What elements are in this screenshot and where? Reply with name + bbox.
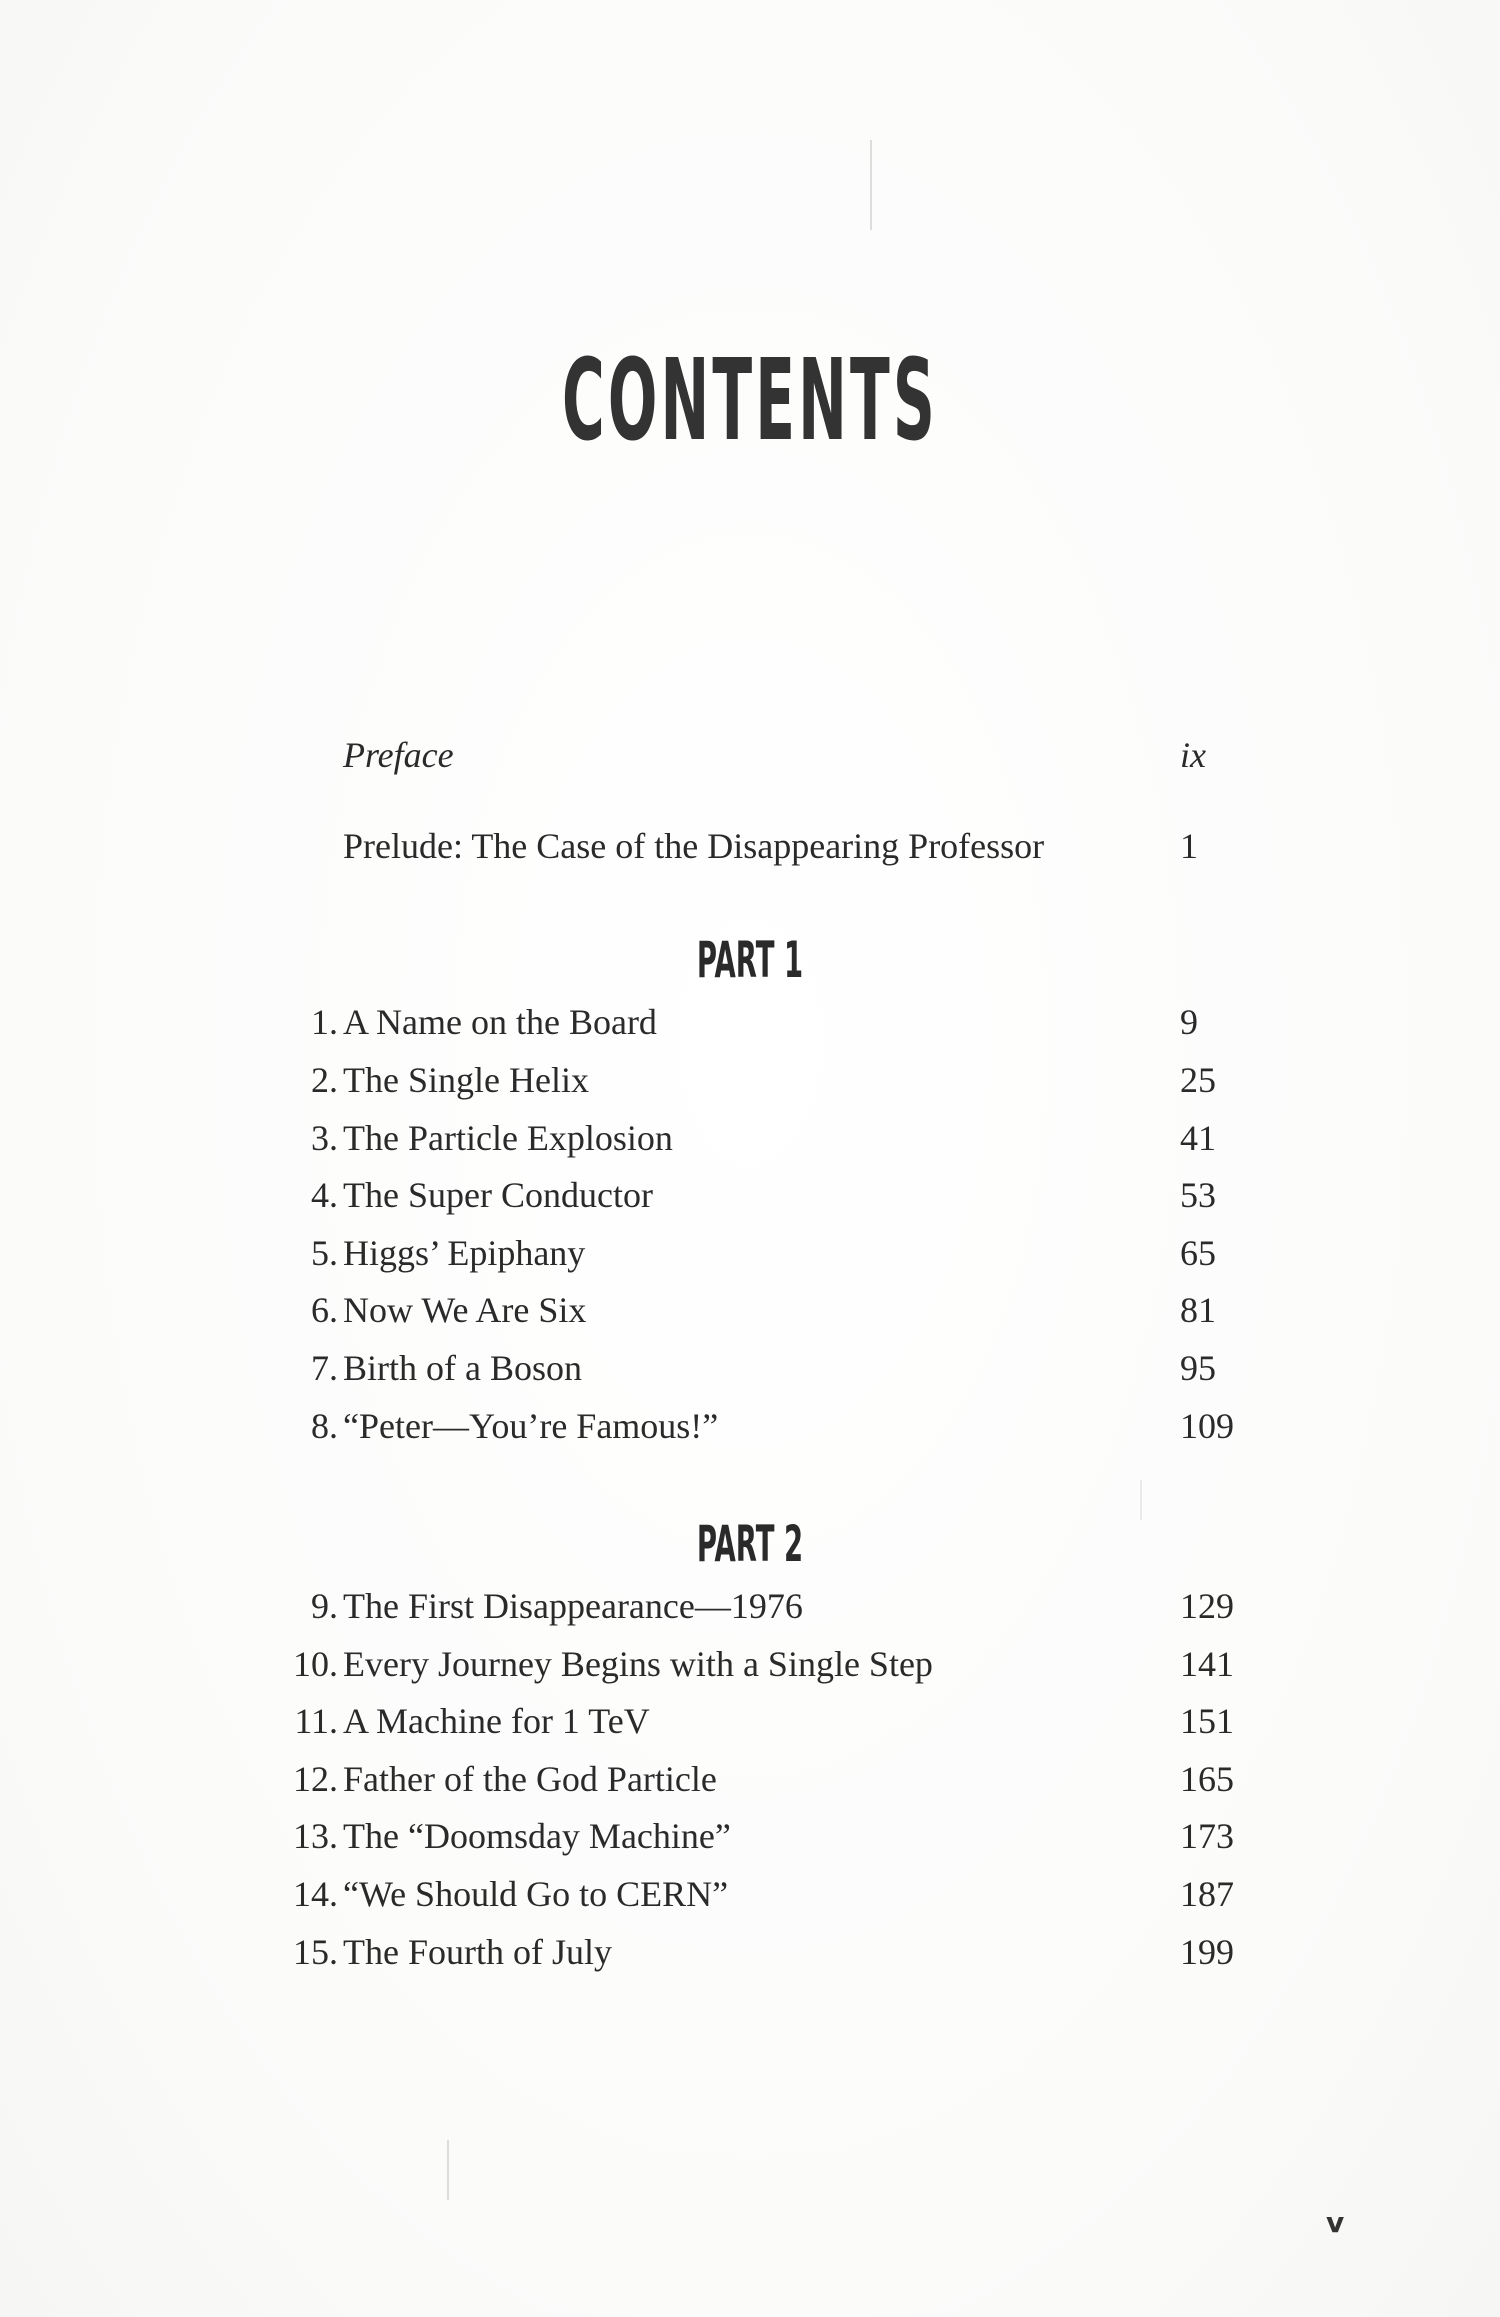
chapter-page: 81 — [1180, 1290, 1216, 1330]
toc-entry-page: ix — [1180, 735, 1206, 775]
toc-chapter[interactable] — [0, 1924, 1500, 1980]
toc-entry-preface[interactable] — [0, 727, 1500, 783]
toc-chapter[interactable] — [0, 1398, 1500, 1454]
toc-chapter[interactable] — [0, 1636, 1500, 1692]
chapter-title: “Peter—You’re Famous!” — [343, 1406, 719, 1446]
chapter-title: Higgs’ Epiphany — [343, 1233, 586, 1273]
chapter-number: 1. — [311, 1002, 338, 1042]
chapter-title: Now We Are Six — [343, 1290, 587, 1330]
toc-chapter[interactable] — [0, 1167, 1500, 1223]
chapter-page: 151 — [1180, 1701, 1234, 1741]
chapter-title: The Single Helix — [343, 1060, 589, 1100]
chapter-title: The Particle Explosion — [343, 1118, 673, 1158]
chapter-title: The First Disappearance—1976 — [343, 1586, 803, 1626]
toc-chapter[interactable] — [0, 1052, 1500, 1108]
page-title: CONTENTS — [562, 336, 938, 466]
chapter-title: The Super Conductor — [343, 1175, 653, 1215]
toc-entry-prelude[interactable] — [0, 818, 1500, 874]
chapter-number: 8. — [311, 1406, 338, 1446]
toc-chapter[interactable] — [0, 1693, 1500, 1749]
chapter-page: 199 — [1180, 1932, 1234, 1972]
chapter-page: 173 — [1180, 1816, 1234, 1856]
toc-chapter[interactable] — [0, 1225, 1500, 1281]
chapter-page: 41 — [1180, 1118, 1216, 1158]
chapter-number: 5. — [311, 1233, 338, 1273]
chapter-number: 4. — [311, 1175, 338, 1215]
chapter-title: The Fourth of July — [343, 1932, 612, 1972]
scan-mark — [870, 140, 872, 230]
toc-chapter[interactable] — [0, 1282, 1500, 1338]
chapter-title: A Name on the Board — [343, 1002, 657, 1042]
chapter-title: “We Should Go to CERN” — [343, 1874, 729, 1914]
toc-chapter[interactable] — [0, 1866, 1500, 1922]
chapter-page: 141 — [1180, 1644, 1234, 1684]
chapter-page: 165 — [1180, 1759, 1234, 1799]
chapter-page: 129 — [1180, 1586, 1234, 1626]
toc-chapter[interactable] — [0, 1110, 1500, 1166]
chapter-number: 6. — [311, 1290, 338, 1330]
toc-chapter[interactable] — [0, 994, 1500, 1050]
toc-chapter[interactable] — [0, 1808, 1500, 1864]
toc-entry-page: 1 — [1180, 826, 1198, 866]
chapter-title: Every Journey Begins with a Single Step — [343, 1644, 933, 1684]
chapter-number: 15. — [293, 1932, 338, 1972]
toc-chapter[interactable] — [0, 1340, 1500, 1396]
part-heading: PART 2 — [696, 1515, 804, 1573]
chapter-page: 65 — [1180, 1233, 1216, 1273]
scan-mark — [447, 2140, 449, 2200]
chapter-title: The “Doomsday Machine” — [343, 1816, 731, 1856]
toc-entry-title: Preface — [343, 735, 454, 775]
chapter-number: 2. — [311, 1060, 338, 1100]
toc-entry-title: Prelude: The Case of the Disappearing Professor — [343, 826, 1045, 866]
chapter-number: 7. — [311, 1348, 338, 1388]
chapter-page: 95 — [1180, 1348, 1216, 1388]
chapter-page: 9 — [1180, 1002, 1198, 1042]
chapter-number: 3. — [311, 1118, 338, 1158]
chapter-title: Birth of a Boson — [343, 1348, 582, 1388]
chapter-page: 109 — [1180, 1406, 1234, 1446]
page-folio: v — [1326, 2206, 1345, 2239]
chapter-number: 11. — [294, 1701, 338, 1741]
chapter-page: 187 — [1180, 1874, 1234, 1914]
toc-chapter[interactable] — [0, 1578, 1500, 1634]
chapter-page: 53 — [1180, 1175, 1216, 1215]
chapter-title: A Machine for 1 TeV — [343, 1701, 650, 1741]
chapter-title: Father of the God Particle — [343, 1759, 717, 1799]
chapter-number: 13. — [293, 1816, 338, 1856]
scan-mark — [1140, 1480, 1142, 1520]
chapter-number: 14. — [293, 1874, 338, 1914]
chapter-number: 12. — [293, 1759, 338, 1799]
chapter-number: 9. — [311, 1586, 338, 1626]
chapter-page: 25 — [1180, 1060, 1216, 1100]
toc-chapter[interactable] — [0, 1751, 1500, 1807]
part-heading: PART 1 — [696, 931, 804, 989]
chapter-number: 10. — [293, 1644, 338, 1684]
